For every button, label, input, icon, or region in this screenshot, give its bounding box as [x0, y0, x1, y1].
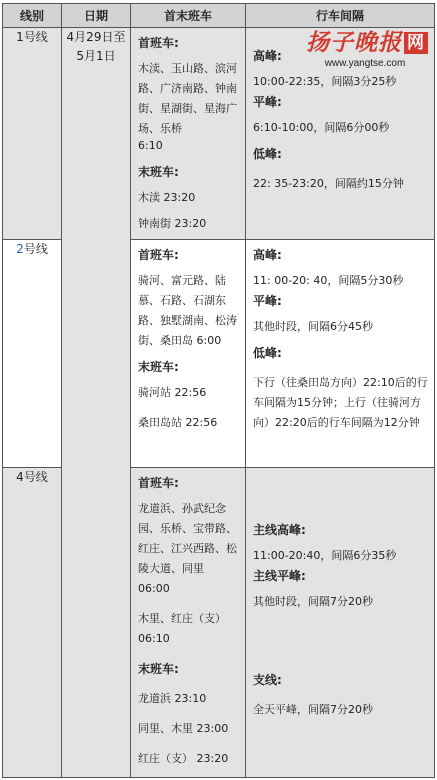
- interval-label: 主线高峰:: [253, 523, 306, 537]
- first-train-label: 首班车:: [138, 476, 179, 490]
- first-train-label: 首班车:: [138, 248, 179, 262]
- date-cell: [62, 28, 131, 778]
- header-row: [3, 4, 435, 28]
- last-train-time: 钟南街 23:20: [138, 217, 207, 230]
- line-4-first-last: [131, 468, 246, 778]
- schedule-table: [2, 3, 435, 778]
- first-train-stations: 龙道浜、孙武纪念园、乐桥、宝带路、红庄、江兴西路、松陵大道、同里 06:00: [138, 502, 237, 595]
- line-1-name: 1号线: [3, 28, 62, 240]
- interval-text: 下行（往桑田岛方向）22:10后的行车间隔为15分钟；上行（往骑河方向）22:20后的行车间隔为12分钟: [253, 376, 428, 429]
- interval-text: 11: 00-20: 40，间隔5分30秒: [253, 274, 404, 287]
- watermark-badge: 网: [404, 32, 428, 54]
- last-train-time: 红庄（支） 23:20: [138, 752, 229, 765]
- line-2-suffix: 号线: [23, 242, 48, 256]
- watermark-url: www.yangtse.com: [324, 58, 406, 69]
- first-train-extra: 木里、红庄（支）06:10: [138, 612, 226, 645]
- first-train-time: 6:10: [138, 139, 163, 152]
- header-first-last: 首末班车: [131, 4, 246, 28]
- last-train-time: 龙道浜 23:10: [138, 692, 207, 705]
- interval-label: 低峰:: [253, 346, 282, 360]
- interval-text: 22: 35-23:20，间隔约15分钟: [253, 177, 404, 190]
- first-train-stations: 骑河、富元路、陆慕、石路、石湖东路、独墅湖南、松涛街、桑田岛 6:00: [138, 274, 237, 347]
- last-train-label: 末班车:: [138, 360, 179, 374]
- last-train-label: 末班车:: [138, 662, 179, 676]
- date-text: 4月29日至5月1日: [66, 30, 126, 63]
- interval-text: 11:00-20:40，间隔6分35秒: [253, 549, 397, 562]
- line-2-interval: [246, 240, 435, 468]
- interval-text: 全天平峰，间隔7分20秒: [253, 703, 373, 716]
- first-train-label: 首班车:: [138, 36, 179, 50]
- line-1-first-last: [131, 28, 246, 240]
- last-train-label: 末班车:: [138, 165, 179, 179]
- last-train-time: 木渎 23:20: [138, 191, 196, 204]
- line-2-name: [3, 240, 62, 468]
- interval-label: 主线平峰:: [253, 569, 306, 583]
- line-2-number: 2: [16, 242, 24, 256]
- header-date: 日期: [62, 4, 131, 28]
- line-2-first-last: [131, 240, 246, 468]
- header-interval: 行车间隔: [246, 4, 435, 28]
- last-train-time: 同里、木里 23:00: [138, 722, 229, 735]
- interval-label: 平峰:: [253, 294, 282, 308]
- last-train-time: 骑河站 22:56: [138, 386, 207, 399]
- interval-text: 其他时段，间隔7分20秒: [253, 595, 373, 608]
- interval-label: 低峰:: [253, 147, 282, 161]
- interval-label: 高峰:: [253, 49, 282, 63]
- interval-text: 10:00-22:35，间隔3分25秒: [253, 75, 397, 88]
- watermark-logo-text: 扬子晚报: [306, 29, 402, 56]
- last-train-time: 桑田岛站 22:56: [138, 416, 218, 429]
- header-line: 线别: [3, 4, 62, 28]
- first-train-stations: 木渎、玉山路、滨河路、广济南路、钟南街、星湖街、星海广场、乐桥: [138, 62, 237, 135]
- interval-label: 支线:: [253, 673, 282, 687]
- line-4-name: 4号线: [3, 468, 62, 778]
- interval-label: 高峰:: [253, 248, 282, 262]
- interval-label: 平峰:: [253, 95, 282, 109]
- watermark-logo: [306, 30, 424, 78]
- interval-text: 其他时段，间隔6分45秒: [253, 320, 373, 333]
- line-4-interval: [246, 468, 435, 778]
- interval-text: 6:10-10:00，间隔6分00秒: [253, 121, 390, 134]
